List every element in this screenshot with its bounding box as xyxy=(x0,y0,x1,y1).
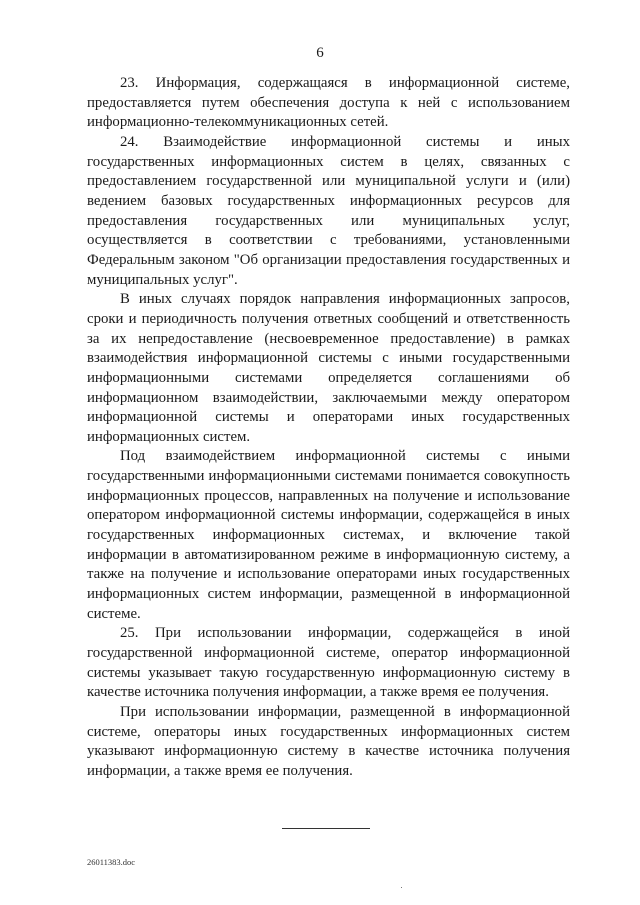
paragraph-24-definition: Под взаимодействием информационной системы с иными государственными информационными системами понимается совокупность информационных процессов, направленных на получение и использование оператором информационной системы информации, содержащейся в иных государственных информационных системах, и включение такой информации в автоматизированном режиме в информационную систему, а также на получение и использование операторами иных государственных информационных систем информации, размещенной в информационной системе. xyxy=(87,448,570,622)
document-body xyxy=(87,74,570,782)
page-number: 6 xyxy=(316,45,324,61)
end-separator-line xyxy=(282,828,370,829)
paragraph-23: 23. Информация, содержащаяся в информационной системе, предоставляется путем обеспечения доступа к ней с использованием информационно-телекоммуникационных сетей. xyxy=(87,75,570,131)
paragraph-24-other-cases: В иных случаях порядок направления информационных запросов, сроки и периодичность получения ответных сообщений и ответственность за их непредоставление (несвоевременное предоставление) в рамках взаимодействия информационной системы с иными государственными информационными системами определяется соглашениями об информационном взаимодействии, заключаемыми между оператором информационной системы и операторами иных государственных информационных систем. xyxy=(87,291,570,445)
paragraph-25: 25. При использовании информации, содержащейся в иной государственной информационной системе, оператор информационной системы указывает такую государственную информационную систему в качестве источника получения информации, а также время ее получения. xyxy=(87,625,570,701)
document-file-reference: 26011383.doc xyxy=(87,857,136,867)
paragraph-25-usage: При использовании информации, размещенной в информационной системе, операторы иных государственных информационных систем указывают информационную систему в качестве источника получения информации, а также время ее получения. xyxy=(87,704,570,779)
paragraph-24: 24. Взаимодействие информационной системы и иных государственных информационных систем в целях, связанных с предоставлением государственной или муниципальной услуги и (или) ведением базовых государственных информационных ресурсов для предоставления государственных или муниципальных услуг, осуществляется в соответствии с требованиями, установленными Федеральным законом "Об организации предоставления государственных и муниципальных услуг". xyxy=(87,133,570,288)
scan-speck xyxy=(401,887,402,888)
